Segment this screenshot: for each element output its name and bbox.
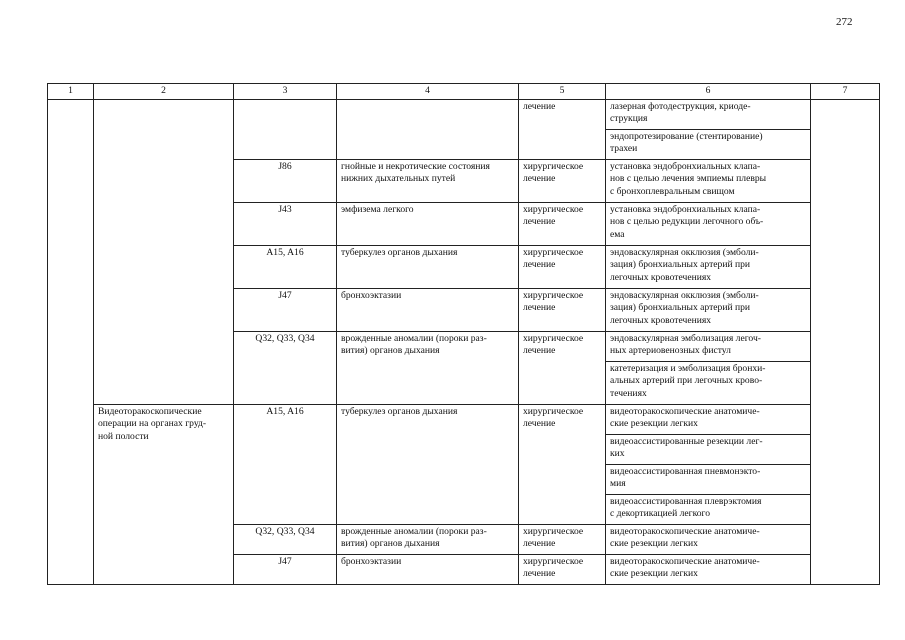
condition-cell: туберкулез органов дыхания bbox=[337, 404, 519, 524]
treatment-cell: хирургическое лечение bbox=[519, 288, 606, 331]
medical-care-table bbox=[47, 83, 880, 585]
treatment-cell: хирургическое лечение bbox=[519, 331, 606, 404]
code-cell: J47 bbox=[234, 288, 337, 331]
method-cell: катетеризация и эмболизация бронхи- альных артерий при легочных крово- течениях bbox=[606, 361, 811, 404]
method-cell: эндоваскулярная эмболизация легоч- ных артериовенозных фистул bbox=[606, 331, 811, 361]
column-header: 2 bbox=[94, 84, 234, 100]
group-cell bbox=[94, 99, 234, 404]
group-cell: Видеоторакоскопические операции на органах груд- ной полости bbox=[94, 404, 234, 584]
method-cell: эндоваскулярная окклюзия (эмболи- зация) бронхиальных артерий при легочных кровотечениях bbox=[606, 245, 811, 288]
column-header: 4 bbox=[337, 84, 519, 100]
treatment-cell: хирургическое лечение bbox=[519, 159, 606, 202]
treatment-cell: лечение bbox=[519, 99, 606, 159]
method-cell: видеоторакоскопические анатомиче- ские резекции легких bbox=[606, 404, 811, 434]
condition-cell: гнойные и некротические состояния нижних дыхательных путей bbox=[337, 159, 519, 202]
code-cell: Q32, Q33, Q34 bbox=[234, 524, 337, 554]
code-cell: J43 bbox=[234, 202, 337, 245]
method-cell: видеоассистированная плеврэктомия с декортикацией легкого bbox=[606, 494, 811, 524]
code-cell: J86 bbox=[234, 159, 337, 202]
condition-cell: бронхоэктазии bbox=[337, 554, 519, 584]
method-cell: установка эндобронхиальных клапа- нов с целью лечения эмпиемы плевры с бронхоплевральным свищом bbox=[606, 159, 811, 202]
condition-cell bbox=[337, 99, 519, 159]
method-cell: лазерная фотодеструкция, криоде- струкция bbox=[606, 99, 811, 129]
col7-cell bbox=[811, 99, 880, 584]
table-row bbox=[48, 99, 880, 129]
code-cell: J47 bbox=[234, 554, 337, 584]
code-cell: A15, A16 bbox=[234, 245, 337, 288]
column-header: 3 bbox=[234, 84, 337, 100]
column-header: 1 bbox=[48, 84, 94, 100]
column-header: 7 bbox=[811, 84, 880, 100]
method-cell: видеоторакоскопические анатомиче- ские резекции легких bbox=[606, 524, 811, 554]
condition-cell: бронхоэктазии bbox=[337, 288, 519, 331]
col1-cell bbox=[48, 99, 94, 584]
condition-cell: эмфизема легкого bbox=[337, 202, 519, 245]
method-cell: эндоваскулярная окклюзия (эмболи- зация) бронхиальных артерий при легочных кровотечениях bbox=[606, 288, 811, 331]
treatment-cell: хирургическое лечение bbox=[519, 404, 606, 524]
column-number-row bbox=[48, 84, 880, 100]
column-header: 6 bbox=[606, 84, 811, 100]
page-number: 272 bbox=[836, 16, 853, 28]
code-cell: Q32, Q33, Q34 bbox=[234, 331, 337, 404]
condition-cell: врожденные аномалии (пороки раз- вития) органов дыхания bbox=[337, 331, 519, 404]
treatment-cell: хирургическое лечение bbox=[519, 524, 606, 554]
method-cell: видеоассистированная пневмонэкто- мия bbox=[606, 464, 811, 494]
method-cell: видеоассистированные резекции лег- ких bbox=[606, 434, 811, 464]
column-header: 5 bbox=[519, 84, 606, 100]
method-cell: эндопротезирование (стентирование) трахеи bbox=[606, 129, 811, 159]
treatment-cell: хирургическое лечение bbox=[519, 202, 606, 245]
code-cell: A15, A16 bbox=[234, 404, 337, 524]
condition-cell: врожденные аномалии (пороки раз- вития) органов дыхания bbox=[337, 524, 519, 554]
method-cell: видеоторакоскопические анатомиче- ские резекции легких bbox=[606, 554, 811, 584]
table-row bbox=[48, 404, 880, 434]
treatment-cell: хирургическое лечение bbox=[519, 554, 606, 584]
code-cell bbox=[234, 99, 337, 159]
treatment-cell: хирургическое лечение bbox=[519, 245, 606, 288]
method-cell: установка эндобронхиальных клапа- нов с целью редукции легочного объ- ема bbox=[606, 202, 811, 245]
condition-cell: туберкулез органов дыхания bbox=[337, 245, 519, 288]
